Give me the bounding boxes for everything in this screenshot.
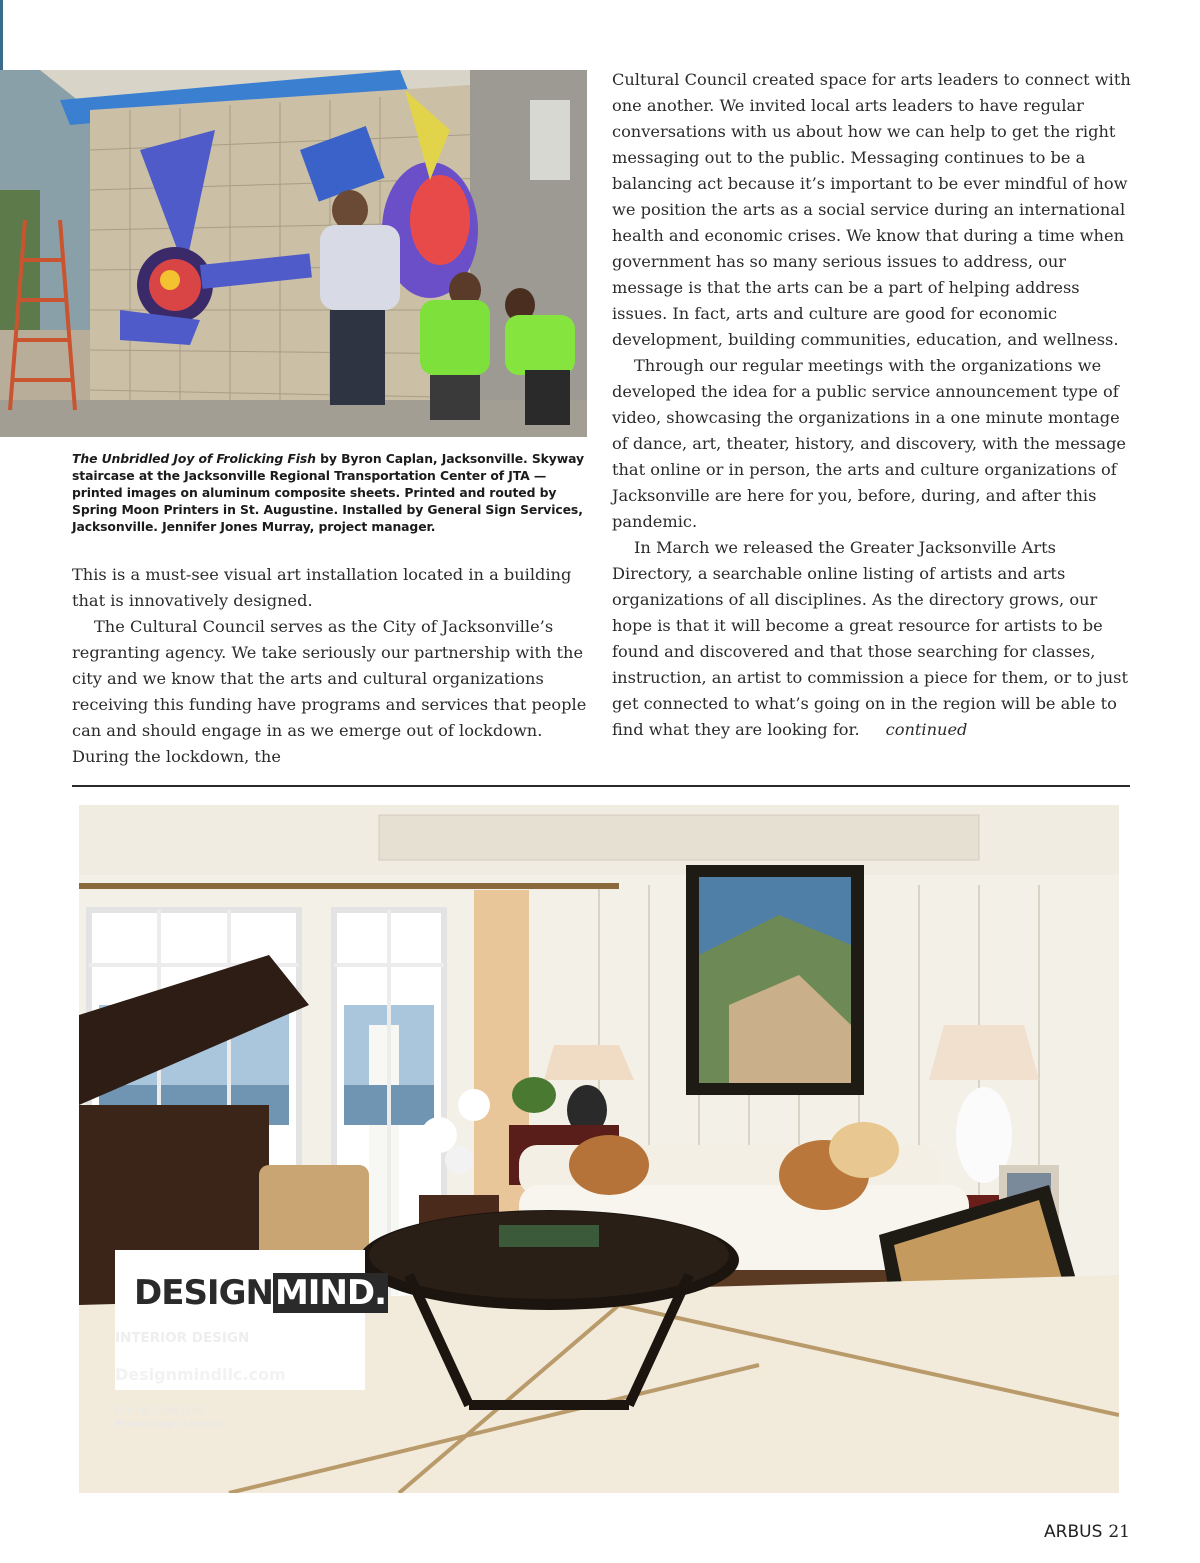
page-number: 21 [1108, 1522, 1130, 1542]
photo-credit: Photo:Joseph Lapeyra [115, 1419, 224, 1430]
paragraph: The Cultural Council serves as the City of Jacksonville’s regranting agency. We take seriously our partnership with the city and we know that the arts and cultural organizations receiving this funding have programs and services that people can and should engage in as we emerge out of lockdown. During the lockdown, the [72, 617, 587, 766]
designmind-advertisement [79, 805, 1119, 1493]
photo-caption [72, 450, 592, 535]
article-left-column [72, 562, 592, 770]
continued-label: continued [885, 720, 968, 739]
ad-website[interactable]: Designmindllc.com [115, 1365, 286, 1384]
paragraph: Cultural Council created space for arts leaders to connect with one another. We invited local arts leaders to have regular conversations with us about how we can help to get the right messaging out to the public. Messaging continues to be a balancing act because it’s important to be ever mindful of how we position the arts as a social service during an international health and economic crises. We know that during a time when government has so many serious issues to address, our message is that the arts can be a part of helping address issues. In fact, arts and culture are good for economic development, building communities, education, and wellness. [612, 70, 1131, 349]
article-right-column [612, 67, 1132, 743]
caption-text: by Byron Caplan, Jacksonville. Skyway staircase at the Jacksonville Regional Transportation Center of JTA — printed images on aluminum composite sheets. Printed and routed by Spring Moon Printers in St. Augustine. Installed by General Sign Services, Jacksonville. Jennifer Jones Murray, project manager. [72, 451, 584, 534]
paragraph: This is a must-see visual art installation located in a building that is innovatively designed. [72, 565, 572, 610]
mural-photo [0, 70, 587, 437]
ad-license [115, 1405, 224, 1431]
caption-title: The Unbridled Joy of Frolicking Fish [72, 451, 316, 466]
logo-design-text: DESIGN [134, 1273, 273, 1313]
license-number: Fl lic IB.26001180 [115, 1406, 205, 1417]
ad-tagline: INTERIOR DESIGN [115, 1330, 250, 1346]
paragraph: In March we released the Greater Jacksonville Arts Directory, a searchable online listing of artists and arts organizations of all disciplines. As the directory grows, our hope is that it will become a great resource for artists to be found and discovered and that those searching for classes, instruction, an artist to commission a piece for them, or to just get connected to what’s going on in the region will be able to find what they are looking for. [612, 538, 1128, 739]
logo-mind-text: MIND. [274, 1273, 387, 1313]
designmind-logo [134, 1273, 388, 1313]
paragraph: Through our regular meetings with the organizations we developed the idea for a public service announcement type of video, showcasing the organizations in a one minute montage of dance, art, theater, history, and discovery, with the message that online or in person, the arts and culture organizations of Jacksonville are here for you, before, during, and after this pandemic. [612, 356, 1127, 531]
magazine-name: ARBUS [1044, 1522, 1103, 1542]
page-footer [1044, 1522, 1130, 1542]
section-divider [72, 785, 1130, 787]
